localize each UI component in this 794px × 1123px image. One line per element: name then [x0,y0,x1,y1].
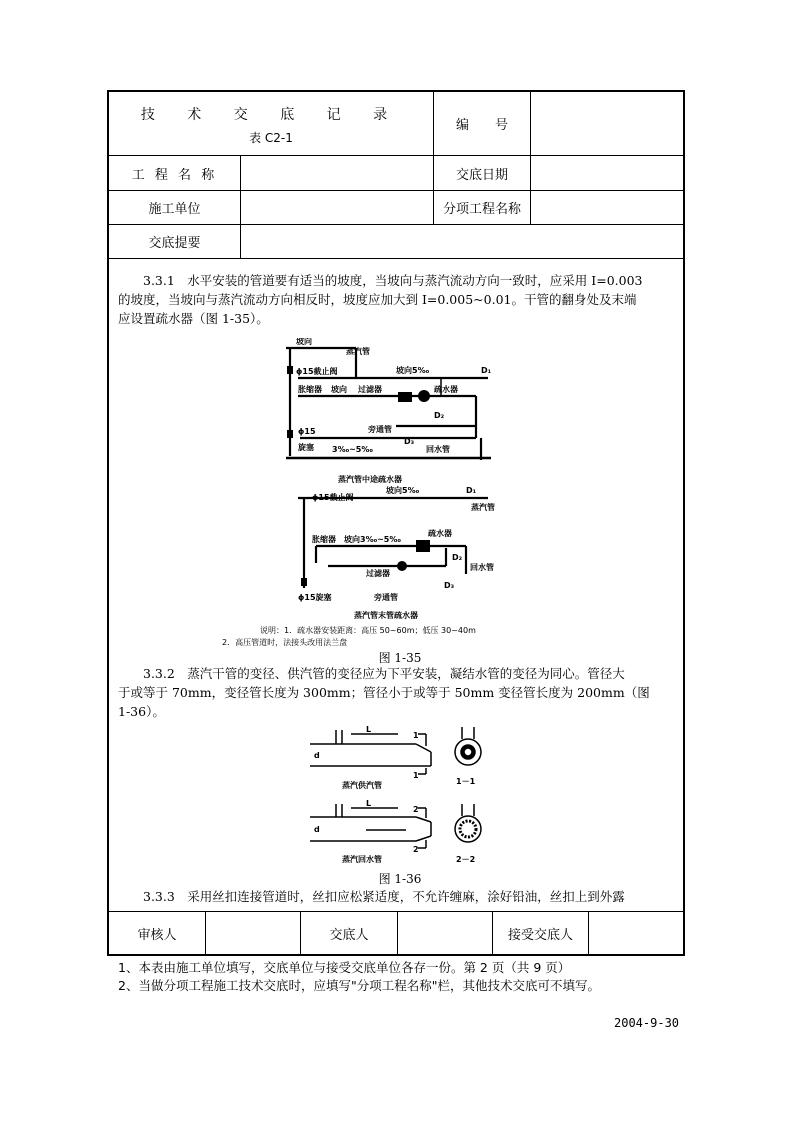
figure-1-35-caption: 图 1-35 [378,651,422,665]
document-title: 技 术 交 底 记 录 [140,107,402,123]
label-plug-bottom: ϕ15旋塞 [298,593,332,602]
date-value[interactable] [531,156,683,190]
date-label: 交底日期 [455,167,508,183]
label-valve-bottom: ϕ15截止阀 [312,493,354,502]
fig36-two-bottom: 2 [413,845,419,854]
sub-project-value[interactable] [531,191,683,224]
fig36-section-2: 2－2 [456,855,476,864]
number-value[interactable] [531,92,683,155]
number-label: 编 号 [455,118,508,133]
footer-note-2: 2、当做分项工程施工技术交底时，应填写"分项工程名称"栏，其他技术交底可不填写。 [118,978,600,993]
contractor-label: 施工单位 [148,202,201,217]
fig36-d-top: d [314,751,320,760]
fig36-one-top: 1 [413,731,419,740]
label-expander-bottom: 胀缩器 [312,535,336,544]
fig36-one-bottom: 1 [413,771,419,780]
label-d3: D₃ [404,437,415,446]
label-bypass: 旁通管 [368,425,392,434]
fig36-d-bottom: d [314,825,320,834]
fig36-return-caption: 蒸汽回水管 [342,855,382,864]
label-trap: 疏水器 [434,385,458,394]
reviewer-label: 审核人 [137,927,177,943]
reviewer-value[interactable] [206,912,300,954]
contractor-value[interactable] [241,191,433,224]
paragraph-3-3-1-line3: 应设置疏水器（图 1-35）。 [118,311,269,326]
label-plug2: 旋塞 [298,443,314,452]
paragraph-3-3-2-line1: 3.3.2 蒸汽干管的变径、供汽管的变径应为下平安装，凝结水管的变径为同心。管径大 [118,666,625,681]
label-steam-pipe: 蒸汽管 [346,347,370,356]
label-return-bottom: 回水管 [470,563,494,572]
label-d1: D₁ [481,366,492,375]
label-steam-pipe-bottom: 蒸汽管 [471,503,495,512]
summary-label: 交底提要 [148,236,201,251]
label-slope-5: 坡向5‰ [396,366,430,375]
receiver-label: 接受交底人 [507,927,573,943]
discloser-label: 交底人 [329,927,369,943]
paragraph-3-3-1-line1: 3.3.1 水平安装的管道要有适当的坡度，当坡向与蒸汽流动方向一致时，应采用 I=0.003 [118,273,643,288]
bottom-diagram-caption: 蒸汽管末管疏水器 [354,611,418,620]
label-valve: ϕ15截止阀 [296,367,338,376]
paragraph-3-3-3: 3.3.3 采用丝扣连接管道时，丝扣应松紧适度，不允许缠麻，涂好铅油，丝扣上到外露 [118,889,625,904]
label-trap-bottom: 疏水器 [428,529,452,538]
label-slope-range-bottom: 坡向3‰~5‰ [344,535,401,544]
top-diagram-caption: 蒸汽管中途疏水器 [338,475,402,484]
fig36-L-bottom: L [366,799,372,808]
form-code: 表 C2-1 [249,130,293,145]
label-slope: 坡向 [296,338,312,346]
paragraph-3-3-1-line2: 的坡度，当坡向与蒸汽流动方向相反时，坡度应加大到 I=0.005~0.01。干管的翻身处及末端 [118,292,637,307]
figure-1-35-diagram [276,338,508,626]
project-name-value[interactable] [241,156,433,190]
label-d3-bottom: D₃ [444,581,455,590]
receiver-value[interactable] [589,912,683,954]
label-d2: D₂ [434,411,445,420]
label-filter-bottom: 过滤器 [366,569,390,578]
fig36-two-top: 2 [413,805,419,814]
label-filter: 过滤器 [358,385,382,394]
paragraph-3-3-2-line3: 1-36）。 [118,704,165,719]
label-plug: ϕ15 [298,427,316,436]
figure-1-36-diagram [306,722,496,872]
label-d2-bottom: D₂ [452,553,463,562]
figure-1-36-caption: 图 1-36 [378,872,422,886]
label-d1-bottom: D₁ [466,486,477,495]
fig35-note2: 2．高压管道时，法接头改用法兰盘 [222,638,348,647]
summary-value[interactable] [241,225,683,258]
sub-project-label: 分项工程名称 [442,202,521,217]
label-slope2: 坡向 [331,385,347,394]
discloser-value[interactable] [398,912,492,954]
label-bypass-bottom: 旁通管 [374,593,398,602]
label-slope-range: 3‰~5‰ [332,445,373,454]
paragraph-3-3-2-line2: 于或等于 70mm，变径管长度为 300mm；管径小于或等于 50mm 变径管长度为 200mm（图 [118,685,650,700]
fig35-note1: 说明：1．疏水器安装距离：高压 50~60m；低压 30~40m [260,626,476,635]
fig36-L-top: L [366,725,372,734]
project-name-label: 工 程 名 称 [131,167,218,183]
footer-note-1: 1、本表由施工单位填写，交底单位与接受交底单位各存一份。第 2 页（共 9 页） [118,960,571,975]
footer-date: 2004-9-30 [614,1016,680,1030]
label-return-pipe: 回水管 [426,445,450,454]
label-slope-5-bottom: 坡向5‰ [386,486,420,495]
fig36-supply-caption: 蒸汽供汽管 [342,781,382,790]
fig36-section-1: 1－1 [456,777,476,786]
label-expander: 胀缩器 [298,385,322,394]
